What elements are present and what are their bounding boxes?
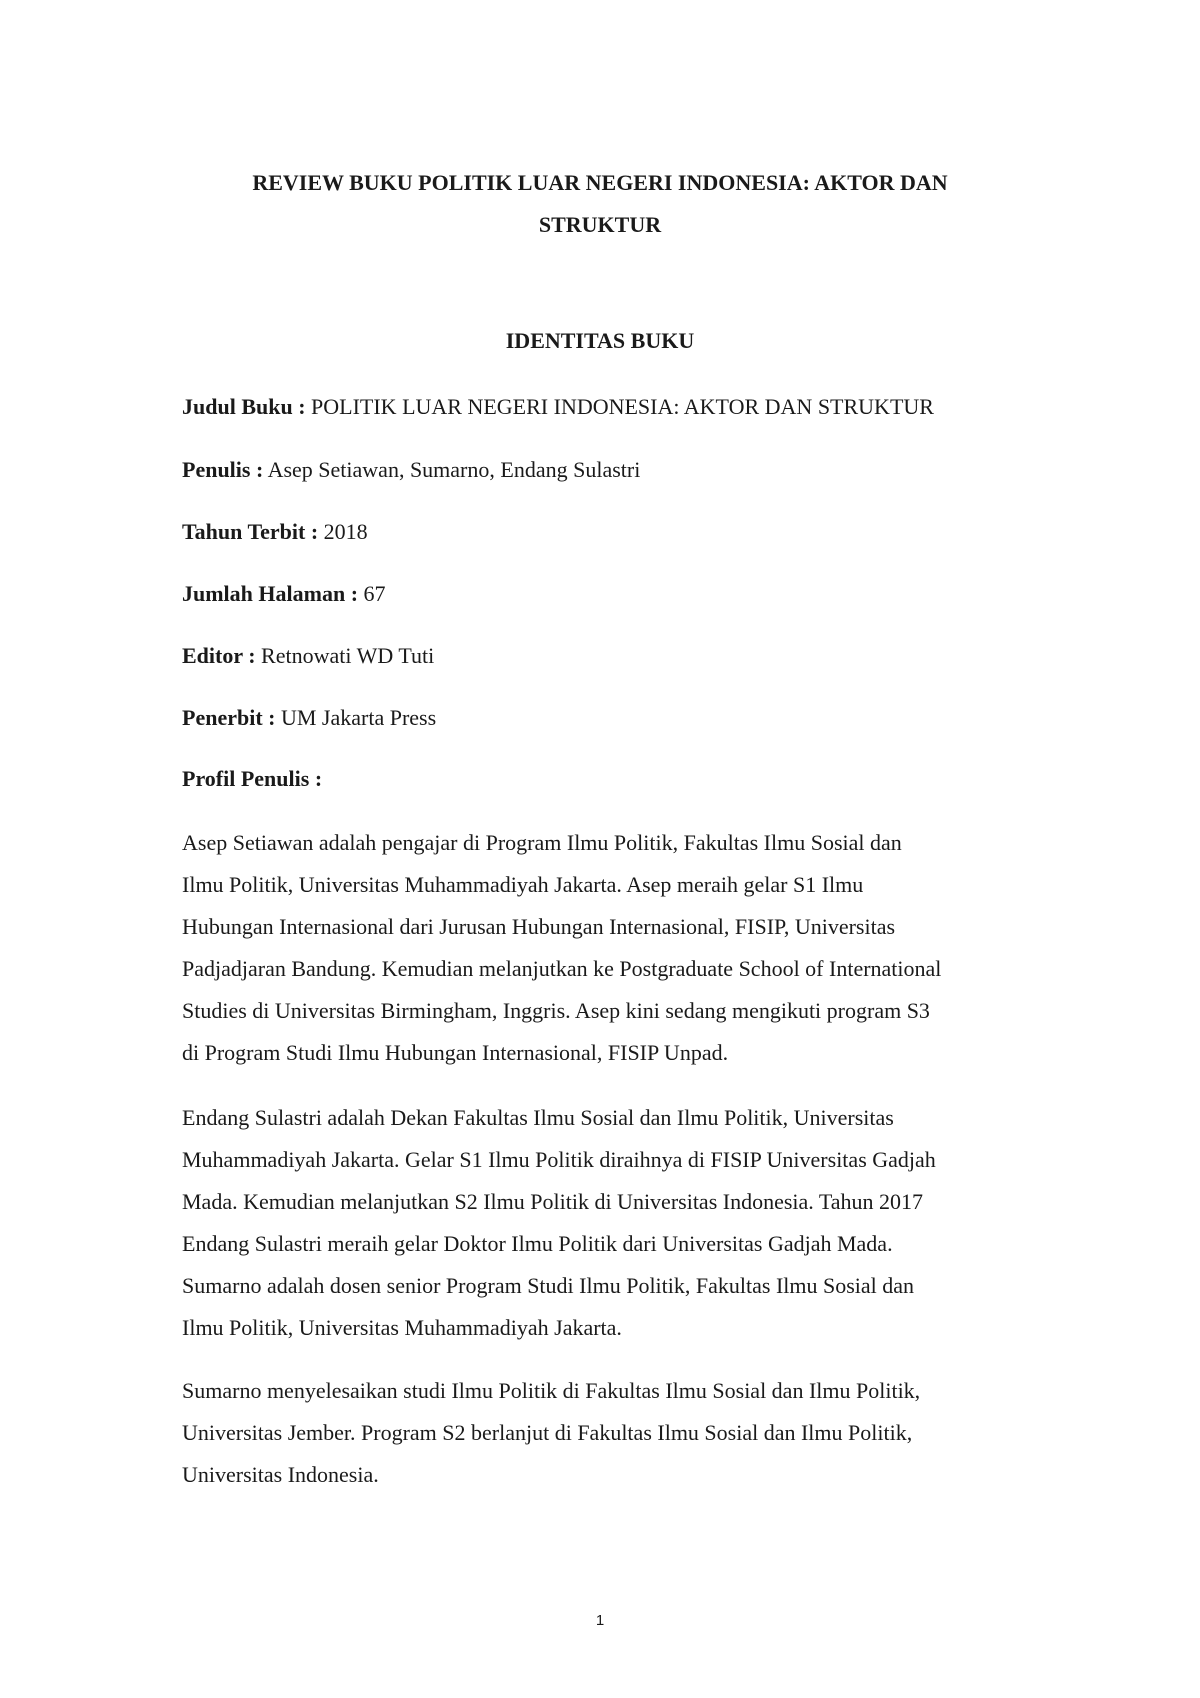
paragraph-line: Universitas Indonesia. xyxy=(182,1462,379,1487)
field-value: POLITIK LUAR NEGERI INDONESIA: AKTOR DAN STRUKTUR xyxy=(311,394,934,419)
field-label: Editor : xyxy=(182,643,256,668)
field-penulis xyxy=(182,455,640,485)
field-judul-buku xyxy=(182,392,934,422)
document-title-line-1: REVIEW BUKU POLITIK LUAR NEGERI INDONESIA: AKTOR DAN xyxy=(252,170,948,195)
field-value: 67 xyxy=(363,581,386,606)
page-number: 1 xyxy=(595,1612,605,1629)
paragraph-line: Endang Sulastri adalah Dekan Fakultas Ilmu Sosial dan Ilmu Politik, Universitas xyxy=(182,1105,894,1130)
field-value: 2018 xyxy=(323,519,368,544)
paragraph-line: Endang Sulastri meraih gelar Doktor Ilmu Politik dari Universitas Gadjah Mada. xyxy=(182,1231,893,1256)
paragraph-endang-sulastri xyxy=(182,1097,1032,1349)
paragraph-line: Padjadjaran Bandung. Kemudian melanjutkan ke Postgraduate School of International xyxy=(182,956,942,981)
document-title-line-2: STRUKTUR xyxy=(538,212,662,237)
field-label: Penulis : xyxy=(182,457,264,482)
paragraph-asep-setiawan xyxy=(182,822,1032,1074)
field-value: UM Jakarta Press xyxy=(280,705,437,730)
field-tahun-terbit xyxy=(182,517,368,547)
paragraph-line: Universitas Jember. Program S2 berlanjut di Fakultas Ilmu Sosial dan Ilmu Politik, xyxy=(182,1420,913,1445)
field-jumlah-halaman xyxy=(182,579,386,609)
paragraph-line: Asep Setiawan adalah pengajar di Program Ilmu Politik, Fakultas Ilmu Sosial dan xyxy=(182,830,902,855)
field-label: Jumlah Halaman : xyxy=(182,581,359,606)
paragraph-sumarno xyxy=(182,1370,1032,1496)
field-value: Retnowati WD Tuti xyxy=(261,643,435,668)
paragraph-line: Ilmu Politik, Universitas Muhammadiyah Jakarta. xyxy=(182,1315,622,1340)
paragraph-line: Muhammadiyah Jakarta. Gelar S1 Ilmu Politik diraihnya di FISIP Universitas Gadjah xyxy=(182,1147,936,1172)
field-label: Penerbit : xyxy=(182,705,276,730)
field-penerbit xyxy=(182,703,436,733)
document-title xyxy=(150,162,1050,246)
field-editor xyxy=(182,641,434,671)
field-label: Tahun Terbit : xyxy=(182,519,319,544)
paragraph-line: Mada. Kemudian melanjutkan S2 Ilmu Politik di Universitas Indonesia. Tahun 2017 xyxy=(182,1189,924,1214)
section-heading: IDENTITAS BUKU xyxy=(505,328,695,353)
paragraph-line: di Program Studi Ilmu Hubungan Internasional, FISIP Unpad. xyxy=(182,1040,729,1065)
field-label: Judul Buku : xyxy=(182,394,306,419)
field-value: Asep Setiawan, Sumarno, Endang Sulastri xyxy=(267,457,641,482)
paragraph-line: Hubungan Internasional dari Jurusan Hubungan Internasional, FISIP, Universitas xyxy=(182,914,896,939)
profile-heading: Profil Penulis : xyxy=(182,766,323,791)
paragraph-line: Sumarno menyelesaikan studi Ilmu Politik di Fakultas Ilmu Sosial dan Ilmu Politik, xyxy=(182,1378,921,1403)
paragraph-line: Sumarno adalah dosen senior Program Studi Ilmu Politik, Fakultas Ilmu Sosial dan xyxy=(182,1273,915,1298)
paragraph-line: Studies di Universitas Birmingham, Inggris. Asep kini sedang mengikuti program S3 xyxy=(182,998,930,1023)
paragraph-line: Ilmu Politik, Universitas Muhammadiyah Jakarta. Asep meraih gelar S1 Ilmu xyxy=(182,872,864,897)
